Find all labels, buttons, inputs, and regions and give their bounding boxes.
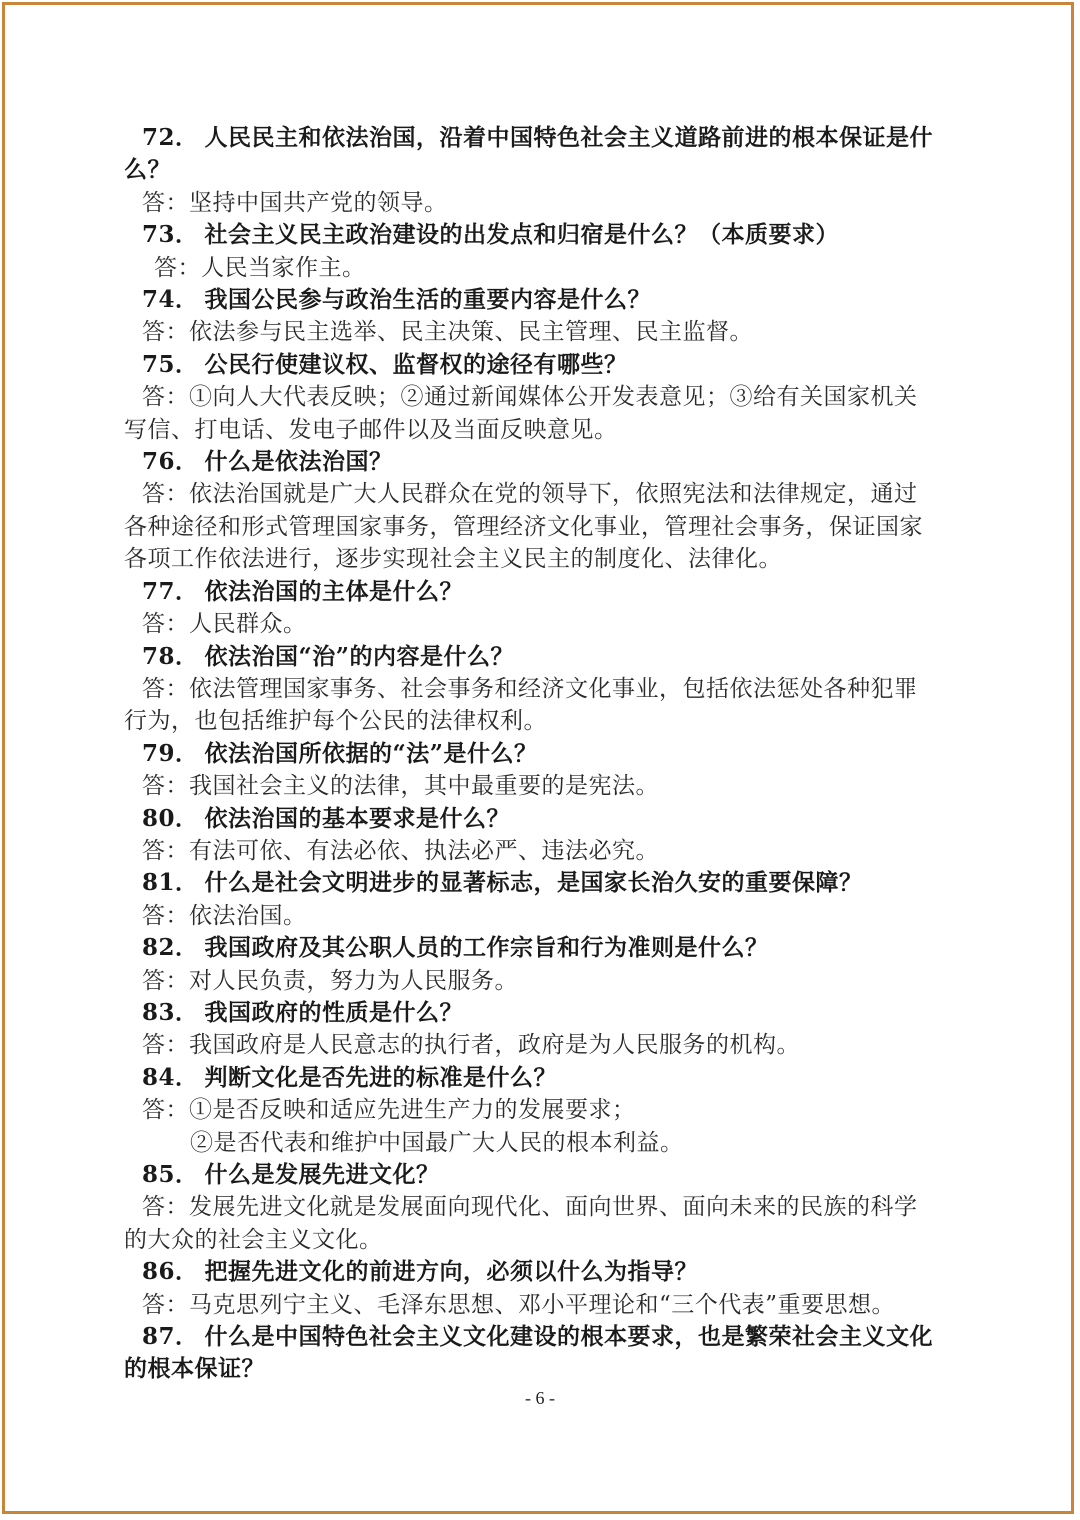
question-75: 75． 公民行使建议权、监督权的途径有哪些？ bbox=[142, 350, 628, 378]
question-86: 86． 把握先进文化的前进方向，必须以什么为指导？ bbox=[142, 1258, 699, 1286]
answer-85-cont: 的大众的社会主义文化。 bbox=[124, 1226, 383, 1253]
question-84: 84． 判断文化是否先进的标准是什么？ bbox=[142, 1063, 558, 1091]
answer-84-cont: ②是否代表和维护中国最广大人民的根本利益。 bbox=[190, 1129, 684, 1156]
question-72: 72． 人民民主和依法治国，沿着中国特色社会主义道路前进的根本保证是什 bbox=[142, 124, 934, 151]
question-82: 82． 我国政府及其公职人员的工作宗旨和行为准则是什么？ bbox=[142, 934, 769, 962]
answer-86: 答：马克思列宁主义、毛泽东思想、邓小平理论和“三个代表”重要思想。 bbox=[142, 1291, 896, 1318]
answer-78-cont: 行为，也包括维护每个公民的法律权利。 bbox=[124, 708, 547, 735]
question-80: 80． 依法治国的基本要求是什么？ bbox=[142, 804, 511, 832]
answer-85: 答：发展先进文化就是发展面向现代化、面向世界、面向未来的民族的科学 bbox=[142, 1194, 918, 1221]
question-77: 77． 依法治国的主体是什么？ bbox=[142, 577, 464, 605]
answer-74: 答：依法参与民主选举、民主决策、民主管理、民主监督。 bbox=[142, 319, 753, 346]
answer-76-cont: 各种途径和形式管理国家事务，管理经济文化事业，管理社会事务，保证国家 bbox=[124, 513, 923, 540]
answer-83: 答：我国政府是人民意志的执行者，政府是为人民服务的机构。 bbox=[142, 1032, 800, 1059]
answer-75-cont: 写信、打电话、发电子邮件以及当面反映意见。 bbox=[124, 416, 618, 443]
answer-80: 答：有法可依、有法必依、执法必严、违法必究。 bbox=[142, 837, 659, 864]
question-79: 79． 依法治国所依据的“法”是什么？ bbox=[142, 739, 538, 767]
answer-73: 答：人民当家作主。 bbox=[154, 254, 366, 281]
answer-79: 答：我国社会主义的法律，其中最重要的是宪法。 bbox=[142, 773, 659, 800]
question-72-cont: 么？ bbox=[124, 156, 171, 184]
answer-77: 答：人民群众。 bbox=[142, 611, 307, 638]
document-body bbox=[124, 122, 960, 1386]
question-85: 85． 什么是发展先进文化？ bbox=[142, 1161, 440, 1188]
answer-78: 答：依法管理国家事务、社会事务和经济文化事业，包括依法惩处各种犯罪 bbox=[142, 675, 918, 702]
answer-76-cont: 各项工作依法进行，逐步实现社会主义民主的制度化、法律化。 bbox=[124, 546, 782, 573]
page-number: - 6 - bbox=[525, 1388, 555, 1408]
question-73: 73． 社会主义民主政治建设的出发点和归宿是什么？（本质要求） bbox=[142, 221, 840, 249]
question-81: 81． 什么是社会文明进步的显著标志，是国家长治久安的重要保障？ bbox=[142, 869, 863, 897]
question-74: 74． 我国公民参与政治生活的重要内容是什么？ bbox=[142, 286, 652, 314]
answer-84: 答：①是否反映和适应先进生产力的发展要求； bbox=[142, 1097, 636, 1124]
question-76: 76． 什么是依法治国？ bbox=[142, 448, 393, 476]
answer-75: 答：①向人大代表反映；②通过新闻媒体公开发表意见；③给有关国家机关 bbox=[142, 384, 918, 411]
question-87: 87． 什么是中国特色社会主义文化建设的根本要求，也是繁荣社会主义文化 bbox=[142, 1323, 934, 1351]
question-87-cont: 的根本保证？ bbox=[124, 1355, 265, 1383]
answer-82: 答：对人民负责，努力为人民服务。 bbox=[142, 967, 518, 994]
answer-76: 答：依法治国就是广大人民群众在党的领导下，依照宪法和法律规定，通过 bbox=[142, 481, 918, 508]
answer-72: 答：坚持中国共产党的领导。 bbox=[142, 189, 448, 216]
answer-81: 答：依法治国。 bbox=[142, 902, 307, 929]
question-78: 78． 依法治国“治”的内容是什么？ bbox=[142, 642, 514, 670]
question-83: 83． 我国政府的性质是什么？ bbox=[142, 998, 464, 1026]
